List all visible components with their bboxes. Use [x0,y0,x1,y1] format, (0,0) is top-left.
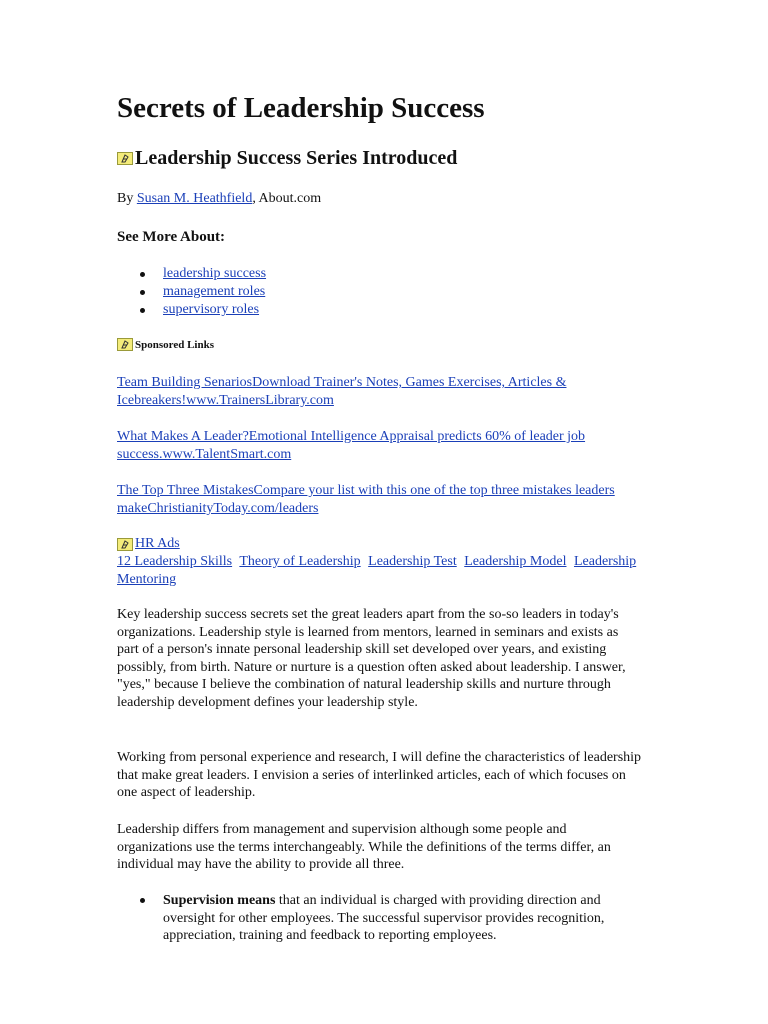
ad-link-what-makes-a-leader[interactable]: What Makes A Leader?Emotional Intelligence Appraisal predicts 60% of leader job success.www.TalentSmart.com [117,429,586,462]
hr-ads-block [117,535,637,589]
definitions-list [117,892,637,945]
sponsored-heading-text: Sponsored Links [135,338,214,351]
definition-term: Supervision means [163,893,276,908]
sponsored-ad [117,428,637,464]
hr-ads-link[interactable]: HR Ads [135,536,180,551]
bullet-icon [140,290,145,295]
definition-text: that an individual is charged with providing direction and oversight for other employees. The successful supervisor provides recognition, appreciation, training and feedback to reporting employees. [163,893,605,943]
ad-link-team-building[interactable]: Team Building SenariosDownload Trainer's Notes, Games Exercises, Articles & Icebreakers!www.TrainersLibrary.com [117,375,567,408]
byline-suffix: , About.com [252,191,322,206]
hr-link-leadership-test[interactable]: Leadership Test [368,554,457,569]
page-title: Secrets of Leadership Success [117,92,485,124]
topic-link-supervisory-roles[interactable]: supervisory roles [163,302,260,317]
sponsored-links-heading [117,338,214,351]
body-paragraph: Leadership differs from management and supervision although some people and organizations use the terms interchangeably. While the definitions of the terms differ, an individual may have the ability to provide all three. [117,822,611,872]
ad-flag-icon [117,338,133,351]
hr-link-leadership-mentoring[interactable]: Leadership Mentoring [117,554,637,587]
hr-ads-title [117,535,637,553]
see-more-list [117,265,266,319]
subtitle-text: Leadership Success Series Introduced [135,147,458,169]
hr-link-12-leadership-skills[interactable]: 12 Leadership Skills [117,554,233,569]
ad-flag-icon [117,152,133,165]
body-paragraph: Working from personal experience and research, I will define the characteristics of leadership that make great leaders. I envision a series of interlinked articles, each of which focuses on one aspect of leadership. [117,750,642,800]
list-item [117,265,266,283]
sponsored-ad [117,374,637,410]
hr-link-theory-of-leadership[interactable]: Theory of Leadership [239,554,361,569]
byline-prefix: By [117,191,137,206]
topic-link-leadership-success[interactable]: leadership success [163,266,267,281]
author-link[interactable]: Susan M. Heathfield [136,191,253,206]
hr-ads-links [117,553,637,589]
bullet-icon [140,308,145,313]
topic-link-management-roles[interactable]: management roles [163,284,266,299]
ad-link-top-three-mistakes[interactable]: The Top Three MistakesCompare your list with this one of the top three mistakes leaders makeChristianityToday.com/leaders [117,483,615,516]
list-item [117,301,266,319]
ad-flag-icon [117,538,133,551]
see-more-heading: See More About: [117,229,226,245]
byline [117,191,321,207]
bullet-icon [140,898,145,903]
list-item [117,892,637,945]
article-subtitle [117,147,457,170]
body-paragraph: Key leadership success secrets set the great leaders apart from the so-so leaders in today's organizations. Leadership style is learned from mentors, learned in seminars and exists as part of a person's innate personal leadership skill set developed over years, and existing possibly, from birth. Nature or nurture is a question often asked about leadership. I answer, "yes," because I believe the combination of natural leadership skills and nurture through leadership development defines your leadership style. [117,607,626,710]
list-item [117,283,266,301]
sponsored-ad [117,482,637,518]
bullet-icon [140,272,145,277]
hr-link-leadership-model[interactable]: Leadership Model [464,554,567,569]
